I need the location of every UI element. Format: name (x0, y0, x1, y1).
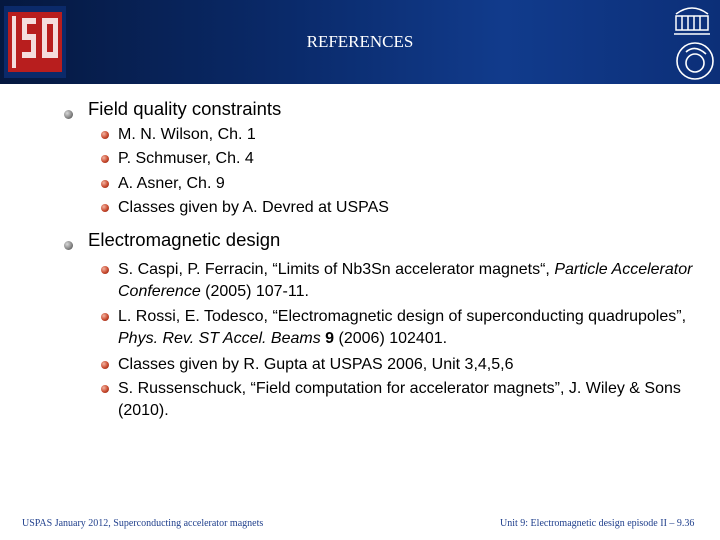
bullet-icon (101, 131, 109, 139)
footer-right: Unit 9: Electromagnetic design episode II – 9.36 (500, 518, 695, 529)
list-item: Classes given by A. Devred at USPAS (118, 199, 389, 216)
reference-authors: S. Caspi, P. Ferracin, “Limits of Nb3Sn accelerator magnets“, (118, 261, 555, 278)
list-item: P. Schmuser, Ch. 4 (118, 150, 254, 167)
bullet-icon (101, 180, 109, 188)
bullet-icon (101, 155, 109, 163)
bullet-icon (64, 241, 73, 250)
list-item: Classes given by R. Gupta at USPAS 2006, Unit 3,4,5,6 (118, 356, 514, 373)
header-bar (0, 0, 720, 84)
reference-details: (2006) 102401. (334, 330, 448, 347)
reference-authors: L. Rossi, E. Todesco, “Electromagnetic design of superconducting quadrupoles”, (118, 308, 687, 325)
reference-volume: 9 (320, 330, 335, 347)
reference-details: (2005) 107-11. (200, 283, 309, 300)
list-item: S. Russenschuck, “Field computation for accelerator magnets”, J. Wiley & Sons (2010). (118, 380, 681, 419)
bullet-icon (64, 110, 73, 119)
building-logo-icon (672, 4, 712, 38)
list-item: A. Asner, Ch. 9 (118, 175, 225, 192)
bullet-icon (101, 385, 109, 393)
bullet-icon (101, 204, 109, 212)
bullet-icon (101, 313, 109, 321)
page-title: REFERENCES (306, 32, 414, 51)
list-item (118, 259, 698, 303)
section-heading: Electromagnetic design (88, 229, 281, 250)
footer-left: USPAS January 2012, Superconducting accelerator magnets (22, 518, 264, 529)
list-item (118, 306, 698, 350)
list-item: M. N. Wilson, Ch. 1 (118, 126, 256, 143)
bullet-icon (101, 361, 109, 369)
cern-logo-icon (674, 40, 716, 82)
bullet-icon (101, 266, 109, 274)
reference-venue: Phys. Rev. ST Accel. Beams (118, 330, 321, 347)
reference-venue: Particle Accelerator Conference (118, 261, 693, 300)
section-heading: Field quality constraints (88, 98, 282, 119)
